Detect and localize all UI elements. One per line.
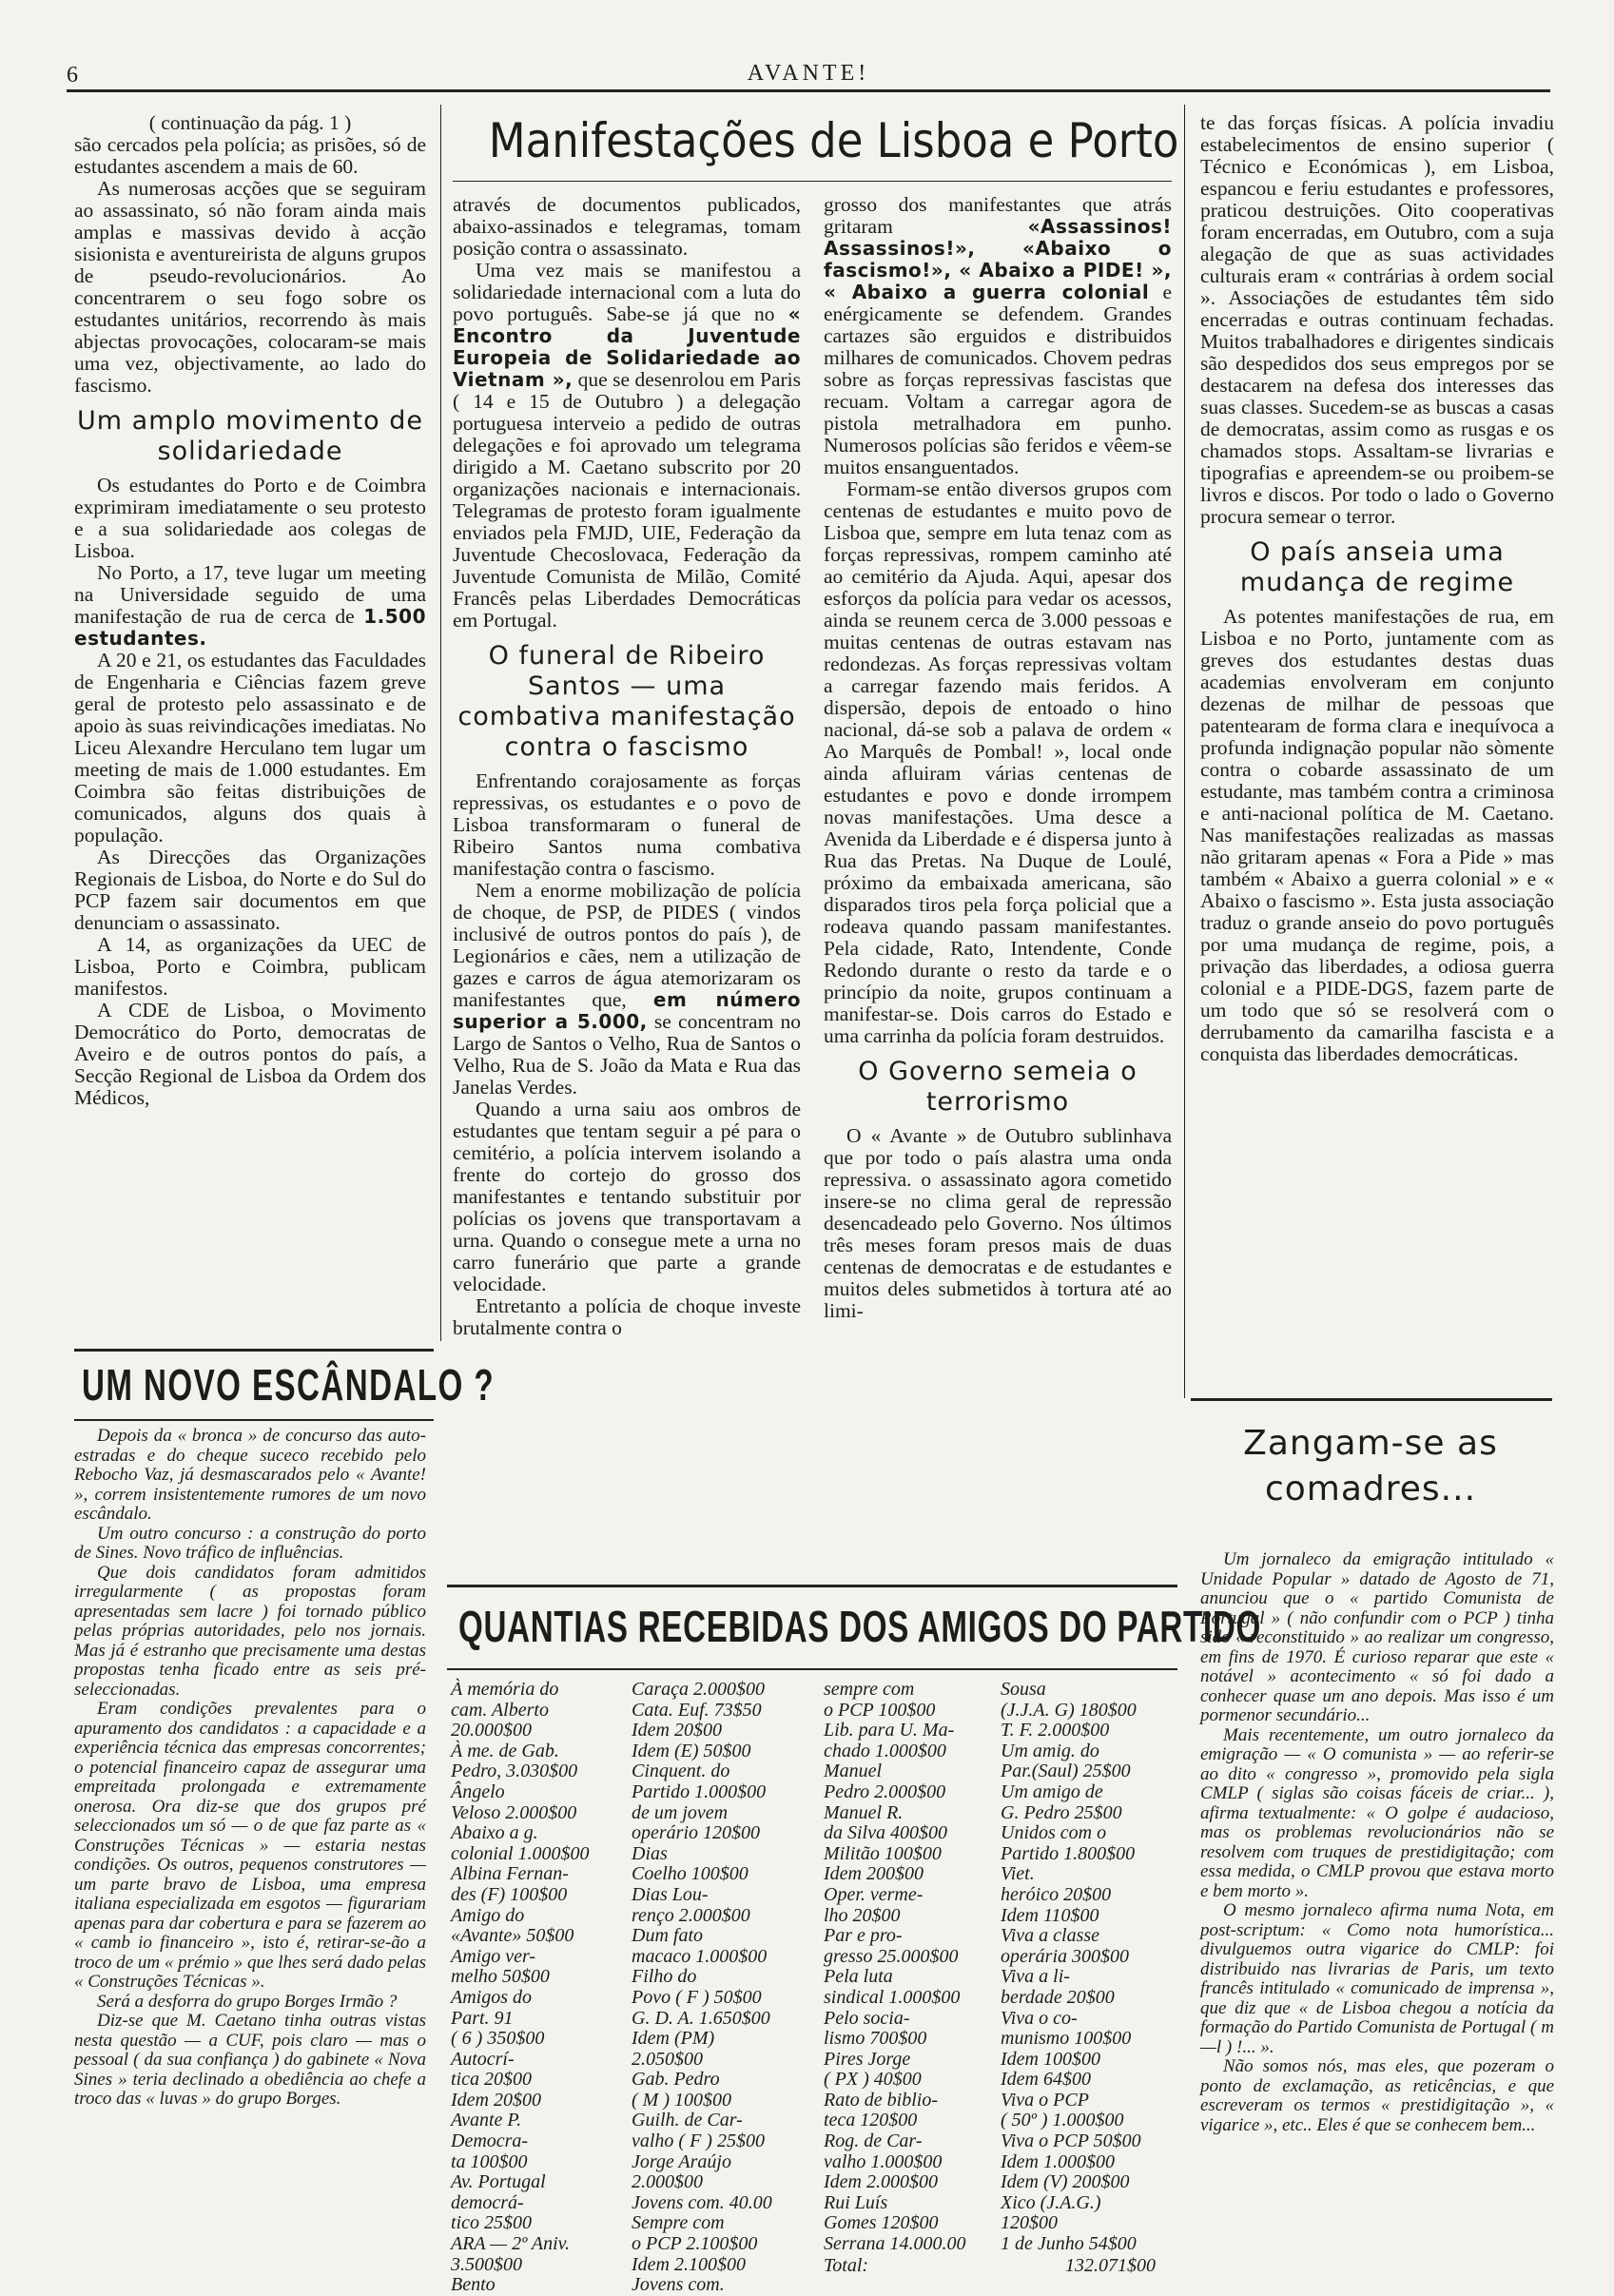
donation-line: G. D. A. 1.650$00	[632, 2007, 770, 2029]
donation-line: da Silva 400$00	[824, 1822, 947, 1844]
donation-line: Pedro 2.000$00	[824, 1780, 946, 1802]
donation-line: Xico (J.A.G.)	[1001, 2191, 1101, 2213]
donation-line: Idem 20$00	[451, 2089, 541, 2111]
donation-line: Viva a classe	[1001, 1925, 1100, 1947]
donation-line: Gomes 120$00	[824, 2212, 939, 2234]
donation-line: operária 300$00	[1001, 1945, 1129, 1967]
donation-line: 2.000$00	[632, 2171, 703, 2193]
donation-line: des (F) 100$00	[451, 1883, 568, 1905]
donation-line: Avante P.	[451, 2110, 522, 2131]
donation-line: Idem 200$00	[824, 1863, 924, 1885]
paragraph: Enfrentando corajosamente as forças repressivas, os estudantes e o povo de Lisboa transformaram o funeral de Ribeiro Santos numa combativa manifestação contra o fascismo.	[453, 769, 801, 880]
column-2	[453, 194, 801, 1339]
donation-line: ta 100$00	[451, 2150, 528, 2172]
donation-line: Idem 64$00	[1001, 2069, 1091, 2091]
donation-line: Albina Fernan-	[451, 1863, 569, 1885]
box-rule	[447, 1585, 1177, 1587]
paragraph: O « Avante » de Outubro sublinhava que por todo o país alastra uma onda repressiva. o assassinato agora cometido insere-se no clima geral de repressão desencadeado pelo Governo. Nos últimos três meses foram presos mais de duas centenas de democratas e de estudantes e muitos deles submetidos à tortura até ao limi-	[824, 1124, 1172, 1322]
paragraph: A 20 e 21, os estudantes das Faculdades de Engenharia e Ciências fazem greve geral de protesto pelo assassinato e de apoio às suas reivindicações imediatas. No Liceu Alexandre Herculano tem lugar um meeting de mais de 1.000 estudantes. Em Coimbra são feitas distribuições de comunicados, alguns dos quais à população.	[74, 649, 426, 846]
donation-line: Rui Luís	[824, 2191, 888, 2213]
donation-line: Um amig. do	[1001, 1740, 1099, 1761]
donation-line: Ângelo	[451, 1780, 505, 1802]
donation-line: Viva o PCP	[1001, 2089, 1089, 2111]
paragraph: Será a desforra do grupo Borges Irmão ?	[97, 1991, 398, 2012]
donation-line: Democra-	[451, 2131, 529, 2152]
paragraph: Um jornaleco da emigração intitulado « Unidade Popular » datado de Agosto de 71, anunciou que o « partido Comunista de Portugal » ( não confundir com o PCP ) tinha sido « reconstituido » ao realizar um congresso, em fins de 1970. É curioso reparar que este « notável » acontecimento « só foi dado a conhecer quase um ano depois. Mas isso é um pormenor secundário...	[1200, 1549, 1554, 1725]
paragraph	[453, 880, 801, 1099]
donation-line: Part. 91	[451, 2007, 514, 2029]
emphasis-text: 1.500 estudantes.	[74, 605, 426, 650]
paragraph: Quando a urna saiu aos ombros de estudantes que tentam seguir a pé para o cemitério, a polícia intervem isolando a frente do cortejo do grosso dos manifestantes e tentando substituir por polícias os jovens que transportavam a urna. Quando o consegue mete a urna no carro funerário que parte a grande velocidade.	[453, 1098, 801, 1295]
subheading: Um amplo movimento de solidariedade	[77, 406, 423, 466]
column-1	[74, 112, 426, 1109]
donation-line: Viva o co-	[1001, 2007, 1078, 2029]
paragraph-text: se concentram no Largo de Santos o Velho, Rua de Santos o Velho, Rua de S. João da Mata e Rua das Janelas Verdes.	[453, 1010, 801, 1099]
column-rule	[440, 105, 441, 1341]
donation-line: Amigo ver-	[451, 1945, 536, 1967]
comadres-article	[1200, 1550, 1554, 2135]
donation-line: ARA — 2º Aniv.	[451, 2233, 571, 2255]
emphasis-text: « Encontro da Juventude Europeia de Solidariedade ao Vietnam »,	[453, 302, 801, 391]
donation-line: ( PX ) 40$00	[824, 2069, 922, 2091]
donation-line: Cinquent. do	[632, 1761, 730, 1782]
paragraph-text: Nem a enorme mobilização de polícia de choque, de PSP, de PIDES ( vindos inclusivé de outros pontos do país ), de Legionários e cães, nem a utilização de gazes e carros de água atemorizaram os manifestantes que,	[453, 879, 801, 1011]
paragraph	[74, 562, 426, 650]
donation-line: Viet.	[1001, 1863, 1035, 1885]
donation-line: o PCP 2.100$00	[632, 2233, 758, 2255]
donation-line: Amigos do	[451, 1986, 532, 2008]
donation-line: Coelho 100$00	[632, 1863, 749, 1885]
newspaper-name: AVANTE!	[747, 61, 870, 86]
paragraph: te das forças físicas. A polícia invadiu estabelecimentos de ensino superior ( Técnico e Económicas ), em Lisboa, espancou e feriu estudantes e professores, praticou destruições. Oito cooperativas foram encerradas, em Outubro, com a suja alegação de que as suas actividades culturais eram « contrárias à ordem social ». Associações de estudantes têm sido encerradas e outras continuam fechadas. Muitos trabalhadores e dirigentes sindicais são despedidos dos seus empregos por se destacarem na defesa dos interesses das suas classes. Sucedem-se as buscas a casas de democratas, assim como as rusgas e os chamados stops. Assaltam-se livrarias e tipografias e apreendem-se ou proibem-se livros e discos. Por todo o lado o Governo procura semear o terror.	[1200, 111, 1554, 528]
paragraph: A 14, as organizações da UEC de Lisboa, Porto e Coimbra, publicam manifestos.	[74, 933, 426, 1000]
donation-line: Veloso 2.000$00	[451, 1801, 577, 1823]
donation-line: Dum fato	[632, 1925, 703, 1947]
donation-line: Bento	[451, 2274, 496, 2296]
donation-line: Unidos com o	[1001, 1822, 1107, 1844]
donation-line: Jorge Araújo	[632, 2150, 731, 2172]
paragraph: através de documentos publicados, abaixo-assinados e telegramas, tomam posição contra o assassinato.	[453, 193, 801, 260]
donations-column-d	[1001, 1680, 1172, 2255]
donation-line: 1 de Junho 54$00	[1001, 2233, 1137, 2255]
donation-line: cam. Alberto	[451, 1699, 549, 1721]
donation-line: T. F. 2.000$00	[1001, 1720, 1110, 1741]
donation-line: macaco 1.000$00	[632, 1945, 768, 1967]
paragraph: Formam-se então diversos grupos com centenas de estudantes e muito povo de Lisboa que, sempre em luta tenaz com as forças repressivas, rompem caminho até ao cemitério da Ajuda. Aqui, apesar dos esforços da polícia para vedar os acessos, ainda se reunem cerca de 3.000 pessoas e muitas centenas de outras estavam nas redondezas. As forças repressivas voltam a carregar fazendo mais feridos. A dispersão, depois de entoado o hino nacional, dá-se sob a palava de ordem « Ao Marquês de Pombal! », local onde ainda afluiram várias centenas de estudantes e povo e donde irrompem novas manifestações. Uma desce a Avenida da Liberdade e é dispersa junto à Rua das Pretas. Na Duque de Loulé, próximo da embaixada americana, são disparados tiros pela força policial que a rodeava quando passam manifestantes. Pela cidade, Rato, Intendente, Conde Redondo durante o resto da tarde e o princípio da noite, grupos continuam a manifestar-se. Dois carros do Estado e uma carrinha da polícia foram destruidos.	[824, 477, 1172, 1047]
donation-line: sindical 1.000$00	[824, 1986, 961, 2008]
paragraph	[453, 260, 801, 632]
donation-line: À memória do	[451, 1679, 559, 1700]
donation-line: tico 25$00	[451, 2212, 532, 2234]
donation-line: o PCP 100$00	[824, 1699, 936, 1721]
donation-line: ( 6 ) 350$00	[451, 2028, 545, 2050]
donation-line: «Avante» 50$00	[451, 1925, 574, 1947]
column-4	[1200, 112, 1554, 1065]
donation-line: 120$00	[1001, 2212, 1058, 2234]
donation-line: Viva o PCP 50$00	[1001, 2131, 1141, 2152]
donation-line: valho ( F ) 25$00	[632, 2131, 765, 2152]
donation-line: À me. de Gab.	[451, 1740, 559, 1761]
donation-line: lho 20$00	[824, 1904, 901, 1926]
donations-total	[824, 2256, 1176, 2277]
donation-line: Manuel R.	[824, 1801, 904, 1823]
paragraph: Os estudantes do Porto e de Coimbra exprimiram imediatamente o seu protesto e a sua solidariedade aos colegas de Lisboa.	[74, 474, 426, 562]
header-rule	[67, 89, 1550, 92]
donation-line: 20.000$00	[451, 1720, 532, 1741]
donation-line: gresso 25.000$00	[824, 1945, 959, 1967]
donation-line: heróico 20$00	[1001, 1883, 1112, 1905]
donation-line: Sempre com	[632, 2212, 725, 2234]
donation-line: valho 1.000$00	[824, 2150, 943, 2172]
donation-line: 3.500$00	[451, 2253, 522, 2275]
donation-line: Par e pro-	[824, 1925, 903, 1947]
donation-line: Pires Jorge	[824, 2048, 911, 2070]
box-rule	[1191, 1398, 1552, 1401]
donation-line: Viva a li-	[1001, 1966, 1070, 1988]
column-rule	[1184, 105, 1185, 1398]
paragraph: As numerosas acções que se seguiram ao assassinato, só não foram ainda mais amplas e massivas devido à acção sisionista e aventureirista de alguns grupos de pseudo-revolucionários. Ao concentrarem o seu fogo sobre os estudantes unitários, recorrendo às mais abjectas provocações, colocaram-se mais uma vez, objectivamente, ao lado do fascismo.	[74, 177, 426, 397]
donation-line: renço 2.000$00	[632, 1904, 750, 1926]
paragraph: Entretanto a polícia de choque investe brutalmente contra o	[453, 1294, 801, 1339]
box-rule	[447, 1668, 1177, 1670]
donation-line: Dias	[632, 1842, 668, 1864]
donation-line: colonial 1.000$00	[451, 1842, 590, 1864]
paragraph: Um outro concurso : a construção do porto de Sines. Novo tráfico de influências.	[74, 1523, 426, 1563]
donation-line: Oper. verme-	[824, 1883, 924, 1905]
donation-line: berdade 20$00	[1001, 1986, 1115, 2008]
donation-line: ( 50º ) 1.000$00	[1001, 2110, 1124, 2131]
donations-column-c	[824, 1680, 995, 2255]
donation-line: munismo 100$00	[1001, 2028, 1132, 2050]
donation-line: Idem 110$00	[1001, 1904, 1099, 1926]
donation-line: Pelo socia-	[824, 2007, 910, 2029]
donation-line: Partido 1.800$00	[1001, 1842, 1136, 1864]
donation-line: Cata. Euf. 73$50	[632, 1699, 762, 1721]
donation-line: Caraça 2.000$00	[632, 1679, 765, 1700]
donation-line: Autocrí-	[451, 2048, 515, 2070]
paragraph-text: grosso dos manifestantes que atrás gritaram	[824, 193, 1172, 238]
box-rule	[74, 1419, 434, 1421]
donation-line: Av. Portugal	[451, 2171, 546, 2193]
scandal-article	[74, 1427, 426, 2110]
headline-rule	[453, 181, 1172, 182]
donation-line: Idem 100$00	[1001, 2048, 1100, 2070]
donation-line: Pedro, 3.030$00	[451, 1761, 578, 1782]
donation-line: Dias Lou-	[632, 1883, 709, 1905]
subheading: O Governo semeia o terrorismo	[858, 1057, 1138, 1117]
subheading: O país anseia uma mudança de regime	[1239, 537, 1515, 597]
donation-line: Idem 1.000$00	[1001, 2150, 1115, 2172]
donation-line: 2.050$00	[632, 2048, 703, 2070]
donation-line: Rog. de Car-	[824, 2131, 923, 2152]
paragraph: A CDE de Lisboa, o Movimento Democrático do Porto, democratas de Aveiro e de outros pontos do país, a Secção Regional de Lisboa da Ordem dos Médicos,	[74, 999, 426, 1109]
paragraph: Que dois candidatos foram admitidos irregularmente ( as propostas foram apresentadas sem lacre ) foi tornado público pelas próprias autoridades, pelo nos jornais. Mas já é estranho que precisamente uma destas propostas tenha ficado entre as seis pré-seleccionadas.	[74, 1562, 426, 1700]
paragraph: As potentes manifestações de rua, em Lisboa e no Porto, juntamente com as greves dos estudantes destas duas academias envolveram em conjunto dezenas de milhar de pessoas que patentearam de forma clara e inequívoca a profunda indignação popular não sòmente contra o cobarde assassinato de um estudante, mas também contra a criminosa e anti-nacional política de M. Caetano. Nas manifestações realizadas as massas não gritaram apenas « Fora a Pide » mas também « Abaixo a guerra colonial » e « Abaixo o fascismo ». Esta justa associação traduz o grande anseio do povo português por uma mudança de regime, pois, a privação das liberdades, a odiosa guerra colonial e a PIDE-DGS, fazem parte de um todo que só se resolverá com o derrubamento da camarilha fascista e a conquista das liberdades democráticas.	[1200, 605, 1554, 1065]
donation-line: Pela luta	[824, 1966, 893, 1988]
donation-line: Abaixo a g.	[451, 1822, 538, 1844]
box-rule	[74, 1349, 434, 1352]
paragraph: Diz-se que M. Caetano tinha outras vistas nesta questão — a CUF, pois claro — mas o pessoal ( da sua confiança ) do gabinete « Nova Sines » teria declinado a obediência ao chefe a troco das « luvas » do grupo Borges.	[74, 2011, 426, 2109]
donation-line: Idem (PM)	[632, 2028, 715, 2050]
donations-headline: QUANTIAS RECEBIDAS DOS AMIGOS DO PARTIDO	[458, 1602, 1261, 1651]
donation-line: Um amigo de	[1001, 1780, 1103, 1802]
paragraph-text: No Porto, a 17, teve lugar um meeting na Universidade seguido de uma manifestação de rua de cerca de	[74, 561, 426, 628]
donation-line: Serrana 14.000.00	[824, 2233, 966, 2255]
donation-line: Manuel	[824, 1761, 883, 1782]
donation-line: Sousa	[1001, 1679, 1046, 1700]
paragraph-text: que se desenrolou em Paris ( 14 e 15 de Outubro ) a delegação portuguesa interveio a pedido de outras delegações e foi aprovado um telegrama dirigido a M. Caetano subscrito por 20 organizações nacionais e internacionais. Telegramas de protesto foram igualmente enviados pela FMJD, UIE, Federação da Juventude Checoslovaca, Federação da Juventude Comunista de Milão, Comité Francês pelas Liberdades Democráticas em Portugal.	[453, 368, 801, 632]
total-value: 132.071$00	[1065, 2255, 1156, 2276]
subheading: O funeral de Ribeiro Santos — uma combativa manifestação contra o fascismo	[457, 641, 796, 762]
donation-line: ( M ) 100$00	[632, 2089, 731, 2111]
donation-line: Gab. Pedro	[632, 2069, 720, 2091]
donation-line: operário 120$00	[632, 1822, 760, 1844]
paragraph	[824, 194, 1172, 478]
donation-line: Filho do	[632, 1966, 697, 1988]
column-3	[824, 194, 1172, 1322]
donation-line: Jovens com.	[632, 2274, 725, 2296]
donation-line: (J.J.A. G) 180$00	[1001, 1699, 1137, 1721]
donation-line: Militão 100$00	[824, 1842, 942, 1864]
paragraph: As Direcções das Organizações Regionais de Lisboa, do Norte e do Sul do PCP fazem sair documentos em que denunciam o assassinato.	[74, 846, 426, 934]
paragraph: Eram condições prevalentes para o apuramento dos candidatos : a capacidade e a experiência técnica das empresas concorrentes; o potencial financeiro capaz de assegurar uma empreitada prolongada e extremamente onerosa. Ora diz-se que dos grupos pré seleccionados um só — o de que faz parte as « Construções Técnicas » — estaria nestas condições. Os outros, pequenos construtores — um parte bravo de Lisboa, uma empresa italiana especializada em esgotos — figurariam apenas para dar cobertura e para se fazerem ao « camb io financeiro », isto é, retirar-se-ão a troco de um « prémio » que lhes será dado pelas « Construções Técnicas ».	[74, 1699, 426, 1992]
page-number: 6	[67, 63, 78, 88]
donation-line: lismo 700$00	[824, 2028, 927, 2050]
emphasis-text: «Assassinos! Assassinos!», «Abaixo o fascismo!», « Abaixo a PIDE! », « Abaixo a guerra colonial	[824, 215, 1172, 303]
donation-line: Lib. para U. Ma-	[824, 1720, 955, 1741]
donation-line: Rato de biblio-	[824, 2089, 938, 2111]
donation-line: de um jovem	[632, 1801, 729, 1823]
donations-column-b	[632, 1680, 803, 2296]
donation-line: Idem (E) 50$00	[632, 1740, 751, 1761]
paragraph-text: e enérgicamente se defendem. Grandes cartazes são erguidos e distribuidos milhares de comunicados. Chovem pedras sobre as forças repressivas fascistas que recuam. Voltam a carregar agora de pistola metralhadora em punho. Numerosos polícias são feridos e vêem-se muitos ensanguentados.	[824, 281, 1172, 478]
donation-line: teca 120$00	[824, 2110, 918, 2131]
donation-line: Idem (V) 200$00	[1001, 2171, 1130, 2193]
donation-line: Jovens com. 40.00	[632, 2191, 772, 2213]
comadres-headline: Zangam-se as comadres...	[1243, 1424, 1498, 1508]
donation-line: sempre com	[824, 1679, 915, 1700]
donation-line: G. Pedro 25$00	[1001, 1801, 1122, 1823]
donations-column-a	[451, 1680, 622, 2296]
paragraph: Não somos nós, mas eles, que pozeram o ponto de exclamação, as reticências, e que escreveram os termos « prestidigitação », « vigarice », etc.. Eles é que se conhecem bem...	[1200, 2056, 1554, 2135]
scandal-headline: UM NOVO ESCÂNDALO ?	[82, 1360, 496, 1410]
donation-line: Povo ( F ) 50$00	[632, 1986, 762, 2008]
total-label: Total:	[824, 2255, 869, 2276]
donation-line: Par.(Saul) 25$00	[1001, 1761, 1131, 1782]
donation-line: Partido 1.000$00	[632, 1780, 767, 1802]
donation-line: chado 1.000$00	[824, 1740, 946, 1761]
paragraph-text: Uma vez mais se manifestou a solidariedade internacional com a luta do povo português. Sabe-se já que no	[453, 259, 801, 325]
emphasis-text: em número superior a 5.000,	[453, 988, 801, 1033]
paragraph: O mesmo jornaleco afirma numa Nota, em post-scriptum: « Como nota humorística... divulguemos outra vigarice do CMLP: foi distribuido nas livrarias de Paris, um texto francês intitulado « comunicado de imprensa », que diz que « de Lisboa chegou a notícia da formação do Partido Comunista de Portugal ( m—l ) !... ».	[1200, 1900, 1554, 2057]
donation-line: Amigo do	[451, 1904, 525, 1926]
main-headline: Manifestações de Lisboa e Porto	[488, 113, 1179, 168]
paragraph: Mais recentemente, um outro jornaleco da emigração — « O comunista » — ao referir-se ao dito « congresso », promovido pela sigla CMLP ( siglas são coisas fáceis de criar... ), afirma textualmente: « O golpe é audacioso, mas os problemas revolucionários não se resolvem com truques de prestidigitação; com essa medida, o CMLP provou que estava morto e bem morto ».	[1200, 1724, 1554, 1901]
donation-line: democrá-	[451, 2191, 524, 2213]
paragraph: são cercados pela polícia; as prisões, só de estudantes ascendem a mais de 60.	[74, 133, 426, 178]
donation-line: tica 20$00	[451, 2069, 532, 2091]
donation-line: Guilh. de Car-	[632, 2110, 743, 2131]
donation-line: Idem 2.100$00	[632, 2253, 746, 2275]
continuation-note: ( continuação da pág. 1 )	[148, 111, 352, 134]
donation-line: Idem 2.000$00	[824, 2171, 938, 2193]
donation-line: melho 50$00	[451, 1966, 550, 1988]
donation-line: Idem 20$00	[632, 1720, 722, 1741]
paragraph: Depois da « bronca » de concurso das auto-estradas e do cheque suceco recebido pelo Rebocho Vaz, já desmascarados pelo « Avante! », correm insistentemente rumores de um novo escândalo.	[74, 1426, 426, 1524]
